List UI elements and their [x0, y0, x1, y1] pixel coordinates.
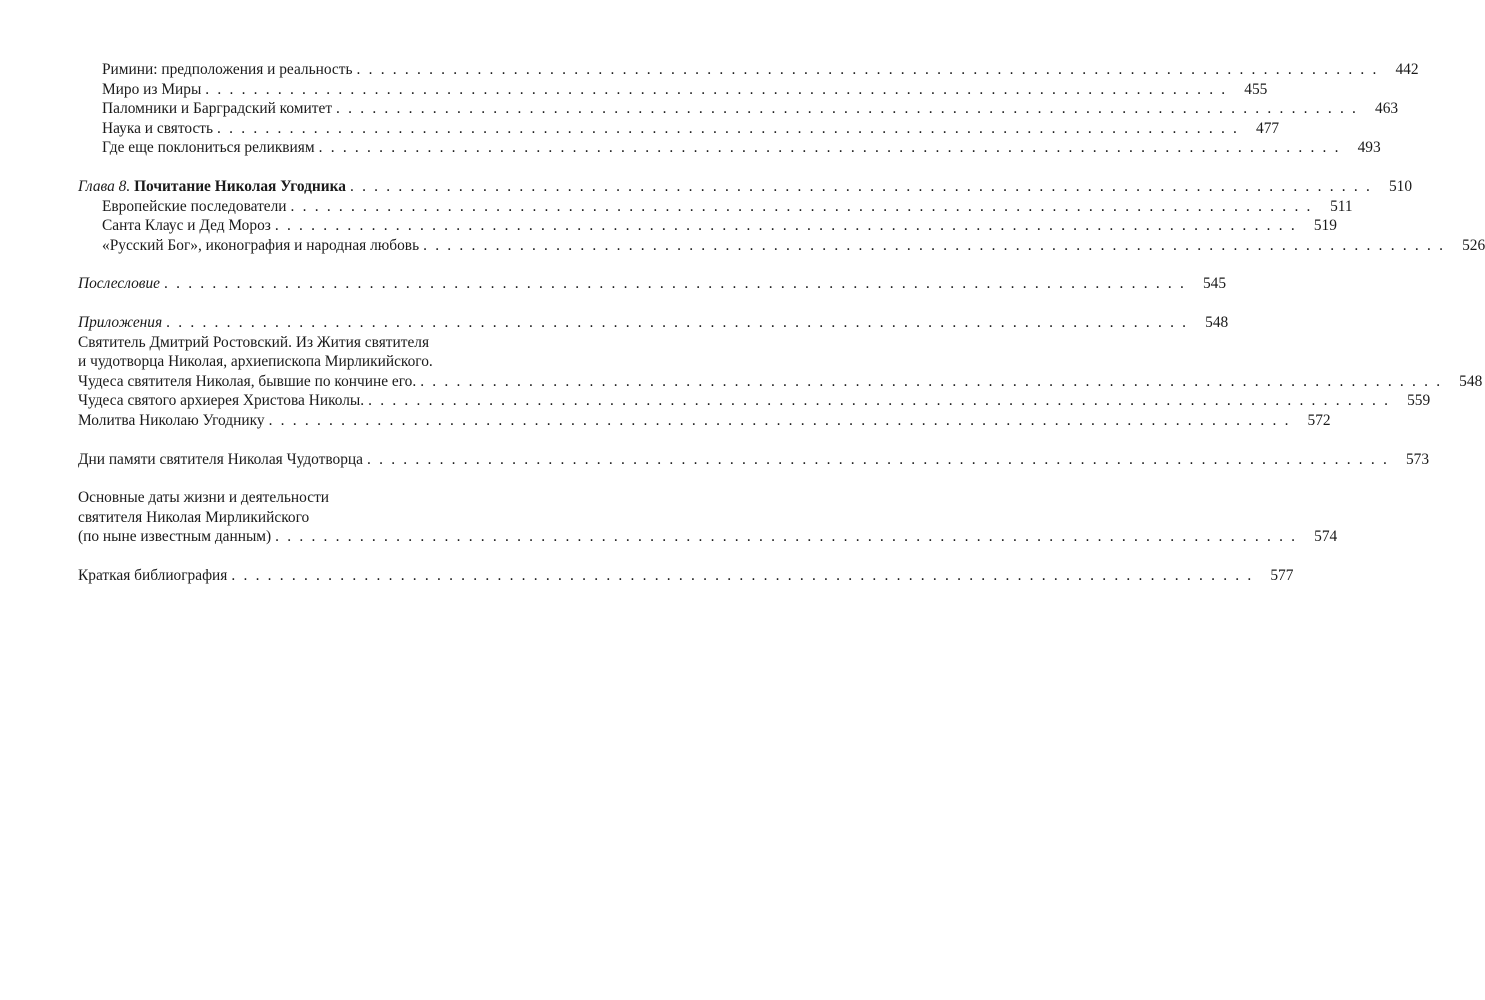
leader-dots — [357, 60, 1379, 80]
toc-entry-relics[interactable] — [78, 138, 1381, 158]
leader-dots — [217, 119, 1239, 139]
toc-entry-title: Чудеса святого архиерея Христова Николы. — [78, 392, 365, 410]
toc-entry-title: Святитель Дмитрий Ростовский. Из Жития святителя — [78, 333, 430, 351]
leader-dots — [336, 99, 1358, 119]
toc-afterword[interactable] — [78, 274, 1227, 294]
toc-page-number: 574 — [1314, 528, 1338, 546]
spacer — [78, 431, 572, 450]
toc-page-number: 519 — [1313, 217, 1337, 235]
leader-dots — [423, 236, 1445, 256]
toc-entry-title: (по ныне известным данным) — [78, 528, 272, 546]
leader-dots — [319, 138, 1341, 158]
toc-chapter-8[interactable] — [78, 177, 1413, 197]
spacer — [78, 294, 572, 313]
spacer — [78, 469, 572, 488]
toc-entry-title: Наука и святость — [102, 119, 214, 137]
leader-dots — [420, 372, 1442, 392]
toc-entry-pilgrims[interactable] — [78, 99, 1399, 119]
toc-page-number: 493 — [1357, 139, 1381, 157]
toc-entry-title: Чудеса святителя Николая, бывшие по кончине его. — [78, 372, 417, 390]
leader-dots — [275, 527, 1297, 547]
toc-bibliography[interactable] — [78, 566, 1294, 586]
toc-page-number: 442 — [1395, 61, 1419, 78]
leader-dots — [231, 566, 1253, 586]
toc-entry-title: Паломники и Барградский комитет — [102, 100, 333, 118]
toc-memory-days[interactable] — [78, 450, 1430, 470]
toc-entry-title: Римини: предположения и реальность — [102, 61, 353, 78]
chapter-label: Глава 8. — [78, 177, 131, 195]
leader-dots — [166, 313, 1188, 333]
toc-page-number: 559 — [1407, 392, 1431, 410]
toc-entry-title: Дни памяти святителя Николая Чудотворца — [78, 450, 363, 468]
leader-dots — [367, 450, 1389, 470]
toc-page-number: 477 — [1256, 119, 1280, 137]
toc-appendix-miracles[interactable] — [78, 372, 1483, 392]
toc-page-number: 548 — [1205, 313, 1229, 331]
leader-dots — [205, 80, 1227, 100]
spacer — [78, 547, 572, 566]
toc-entry-title: Европейские последователи — [102, 197, 287, 215]
toc-appendix-nikola-miracles[interactable] — [78, 391, 1431, 411]
leader-dots — [275, 216, 1297, 236]
leader-dots — [368, 391, 1390, 411]
toc-page-number: 463 — [1375, 100, 1399, 118]
toc-entry-science[interactable] — [78, 119, 1280, 139]
toc-page-number: 577 — [1270, 566, 1294, 584]
leader-dots — [350, 177, 1372, 197]
toc-appendix-prayer[interactable] — [78, 411, 1331, 431]
toc-page-number: 545 — [1202, 275, 1227, 293]
toc-entry-title: Где еще поклониться реликвиям — [102, 139, 315, 157]
toc-page-number: 510 — [1388, 177, 1413, 195]
toc-page-number: 511 — [1330, 197, 1353, 215]
toc-entry-title: Санта Клаус и Дед Мороз — [102, 217, 271, 235]
leader-dots — [291, 197, 1313, 217]
toc-page-number: 526 — [1462, 236, 1485, 254]
toc-dates-line[interactable] — [78, 508, 572, 528]
toc-dates[interactable] — [78, 527, 1338, 547]
toc-appendix-item-line[interactable] — [78, 352, 572, 372]
chapter-title: Почитание Николая Угодника — [134, 177, 346, 195]
toc-page-number: 572 — [1307, 411, 1331, 429]
toc-entry-title — [78, 177, 346, 197]
toc-entry-title: Краткая библиография — [78, 566, 228, 584]
toc-entry-title: Приложения — [78, 313, 163, 331]
toc-entry-title: Послесловие — [78, 275, 160, 293]
spacer — [78, 255, 572, 274]
toc-page-number: 548 — [1459, 372, 1483, 390]
toc-appendix[interactable] — [78, 313, 1229, 333]
toc-entry-title: Основные даты жизни и деятельности — [78, 489, 330, 507]
spacer — [78, 158, 572, 177]
toc-entry-rimini[interactable] — [78, 60, 1419, 80]
toc-entry-title: Молитва Николаю Угоднику — [78, 411, 265, 429]
toc-entry-russian-god[interactable] — [78, 236, 1485, 256]
toc-entry-european[interactable] — [78, 197, 1353, 217]
leader-dots — [164, 274, 1186, 294]
toc-page-number: 455 — [1244, 80, 1268, 98]
toc-entry-title: «Русский Бог», иконография и народная любовь — [102, 236, 420, 254]
toc-appendix-item-line[interactable] — [78, 333, 572, 353]
toc-entry-title: и чудотворца Николая, архиепископа Мирликийского. — [78, 353, 433, 371]
toc-entry-santa[interactable] — [78, 216, 1337, 236]
table-of-contents — [78, 60, 1485, 585]
leader-dots — [269, 411, 1291, 431]
toc-entry-title: Миро из Миры — [102, 80, 202, 98]
toc-dates-line[interactable] — [78, 488, 572, 508]
toc-entry-title: святителя Николая Мирликийского — [78, 508, 310, 526]
toc-page-number: 573 — [1405, 450, 1430, 468]
toc-entry-myrrh[interactable] — [78, 80, 1268, 100]
